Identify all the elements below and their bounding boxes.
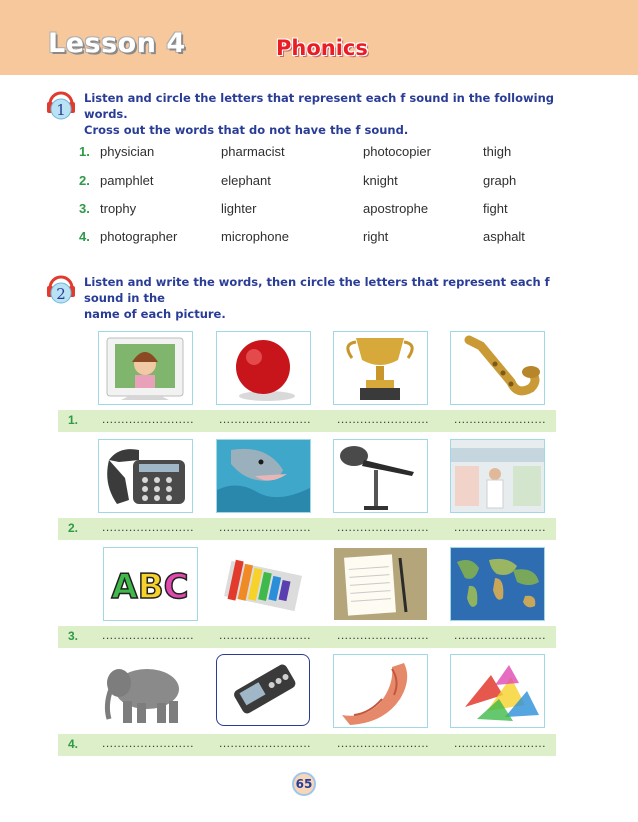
word-row-number: 2. bbox=[79, 173, 90, 188]
page-header bbox=[0, 0, 638, 75]
word-row-number: 4. bbox=[79, 229, 90, 244]
elephant-picture bbox=[98, 654, 193, 728]
exercise-1-number: 1 bbox=[56, 101, 66, 119]
word-row bbox=[0, 229, 638, 247]
answer-blank[interactable]: ........................ bbox=[102, 520, 195, 534]
abc-letter: A bbox=[111, 567, 138, 607]
word[interactable]: photocopier bbox=[363, 144, 431, 159]
answer-blank[interactable]: ........................ bbox=[337, 736, 430, 750]
topic-title: Phonics bbox=[276, 36, 368, 60]
answer-blank[interactable]: ........................ bbox=[454, 628, 547, 642]
answer-row bbox=[58, 518, 556, 540]
answer-blank[interactable]: ........................ bbox=[454, 520, 547, 534]
word[interactable]: thigh bbox=[483, 144, 512, 159]
word[interactable]: graph bbox=[483, 173, 517, 188]
word-row bbox=[0, 173, 638, 191]
answer-row-number: 2. bbox=[68, 521, 79, 535]
abc-letter: C bbox=[163, 567, 189, 607]
exercise-2-instruction-line2: name of each picture. bbox=[84, 307, 226, 321]
exercise-1-instruction-line1: Listen and circle the letters that represent each f sound in the following words. bbox=[84, 91, 554, 121]
abc-letters bbox=[111, 567, 188, 607]
word-row bbox=[0, 144, 638, 162]
trophy-picture bbox=[333, 331, 428, 405]
answer-blank[interactable]: ........................ bbox=[219, 412, 312, 426]
prisms-picture bbox=[450, 654, 545, 728]
word[interactable]: pharmacist bbox=[221, 144, 285, 159]
alphabet-picture bbox=[103, 547, 198, 621]
microphone-picture bbox=[333, 439, 428, 513]
answer-blank[interactable]: ........................ bbox=[454, 412, 547, 426]
answer-blank[interactable]: ........................ bbox=[454, 736, 547, 750]
answer-blank[interactable]: ........................ bbox=[219, 736, 312, 750]
answer-row-number: 1. bbox=[68, 413, 79, 427]
answer-blank[interactable]: ........................ bbox=[102, 628, 195, 642]
abc-letter: B bbox=[137, 567, 164, 607]
answer-row bbox=[58, 410, 556, 432]
word-row-number: 1. bbox=[79, 144, 90, 159]
answer-row bbox=[58, 734, 556, 756]
world-map-picture bbox=[450, 547, 545, 621]
answer-row bbox=[58, 626, 556, 648]
answer-blank[interactable]: ........................ bbox=[102, 736, 195, 750]
dolphin-picture bbox=[216, 439, 311, 513]
exercise-1-instruction bbox=[84, 90, 584, 138]
word[interactable]: right bbox=[363, 229, 389, 244]
answer-row-number: 4. bbox=[68, 737, 79, 751]
word[interactable]: asphalt bbox=[483, 229, 525, 244]
arm-muscle-picture bbox=[333, 654, 428, 728]
word[interactable]: microphone bbox=[221, 229, 289, 244]
page-number: 65 bbox=[292, 772, 316, 796]
answer-blank[interactable]: ........................ bbox=[337, 628, 430, 642]
answer-blank[interactable]: ........................ bbox=[337, 412, 430, 426]
lesson-title: Lesson 4 bbox=[48, 28, 186, 59]
exercise-2-headphones-icon bbox=[46, 272, 76, 306]
answer-blank[interactable]: ........................ bbox=[337, 520, 430, 534]
word[interactable]: lighter bbox=[221, 201, 257, 216]
word[interactable]: fight bbox=[483, 201, 508, 216]
exercise-2-number: 2 bbox=[56, 285, 66, 303]
answer-blank[interactable]: ........................ bbox=[219, 520, 312, 534]
word-row-number: 3. bbox=[79, 201, 90, 216]
pharmacy-picture bbox=[450, 439, 545, 513]
word[interactable]: physician bbox=[100, 144, 155, 159]
telephone-picture bbox=[98, 439, 193, 513]
word[interactable]: trophy bbox=[100, 201, 137, 216]
red-sphere-picture bbox=[216, 331, 311, 405]
exercise-1-instruction-line2: Cross out the words that do not have the f sound. bbox=[84, 123, 409, 137]
answer-blank[interactable]: ........................ bbox=[102, 412, 195, 426]
dictaphone-picture bbox=[216, 654, 310, 726]
answer-row-number: 3. bbox=[68, 629, 79, 643]
exercise-1-headphones-icon bbox=[46, 88, 76, 122]
word[interactable]: apostrophe bbox=[363, 201, 429, 216]
word[interactable]: photographer bbox=[100, 229, 178, 244]
word-row bbox=[0, 201, 638, 219]
saxophone-picture bbox=[450, 331, 545, 405]
word[interactable]: pamphlet bbox=[100, 173, 154, 188]
exercise-2-instruction bbox=[84, 274, 584, 322]
answer-blank[interactable]: ........................ bbox=[219, 628, 312, 642]
word[interactable]: elephant bbox=[221, 173, 271, 188]
word[interactable]: knight bbox=[363, 173, 398, 188]
photo-frame-picture bbox=[98, 331, 193, 405]
xylophone-picture bbox=[216, 547, 311, 621]
exercise-2-instruction-line1: Listen and write the words, then circle the letters that represent each f sound in the bbox=[84, 275, 550, 305]
paper-picture bbox=[333, 547, 428, 621]
